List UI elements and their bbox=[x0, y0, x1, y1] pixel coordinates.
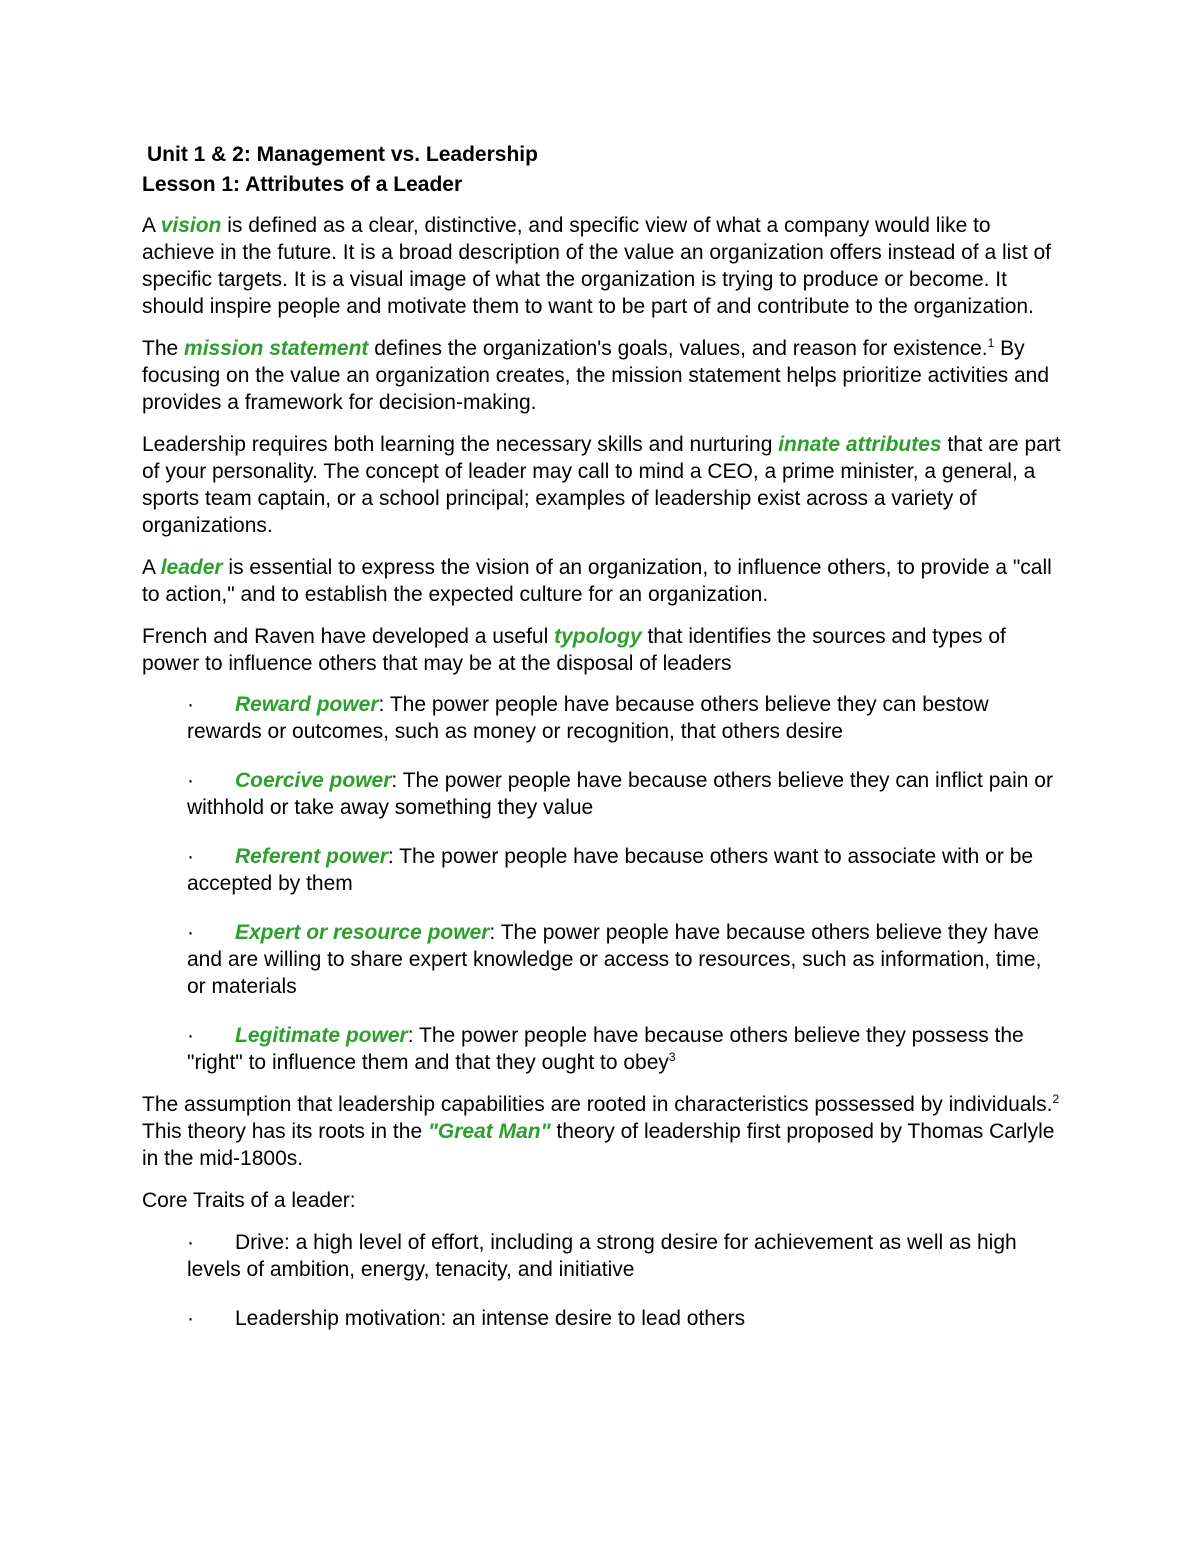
text: French and Raven have developed a useful bbox=[142, 625, 555, 648]
trait-drive: Drive: a high level of effort, including a strong desire for achievement as well as high levels of ambition, energy, tenacity, and initiative bbox=[187, 1231, 1017, 1281]
bullet-icon: · bbox=[187, 769, 194, 792]
text: is defined as a clear, distinctive, and specific view of what a company would like to achieve in the future. It is a broad description of the value an organization offers instead of a list of specific targets. It is a visual image of what the organization is trying to produce or become. It should inspire people and motivate them to want to be part of and contribute to the organization. bbox=[142, 214, 1051, 318]
text: A bbox=[142, 214, 161, 237]
list-item bbox=[187, 1305, 1062, 1332]
bullet-icon: · bbox=[187, 921, 194, 944]
text: : The power people have because others want to associate with or be accepted by them bbox=[187, 845, 1034, 895]
term-referent-power: Referent power bbox=[235, 845, 388, 868]
list-item bbox=[187, 919, 1062, 1000]
document-content bbox=[142, 140, 1062, 1347]
term-expert-power: Expert or resource power bbox=[235, 921, 490, 944]
text: defines the organization's goals, values, and reason for existence. bbox=[368, 337, 988, 360]
text: that are part of your personality. The concept of leader may call to mind a CEO, a prime minister, a general, a sports team captain, or a school principal; examples of leadership exist across a variety of organizations. bbox=[142, 433, 1061, 537]
text: theory of leadership first proposed by Thomas Carlyle in the mid-1800s. bbox=[142, 1120, 1055, 1170]
text: : The power people have because others believe they possess the "right" to influence them and that they ought to obey bbox=[187, 1024, 1024, 1074]
text: A bbox=[142, 556, 161, 579]
text: : The power people have because others believe they can bestow rewards or outcomes, such as money or recognition, that others desire bbox=[187, 693, 989, 743]
power-types-list bbox=[142, 691, 1062, 1076]
paragraph-mission-statement bbox=[142, 335, 1062, 416]
term-reward-power: Reward power bbox=[235, 693, 379, 716]
list-item bbox=[187, 767, 1062, 821]
term-leader: leader bbox=[160, 556, 223, 579]
bullet-icon: · bbox=[187, 1024, 194, 1047]
text: is essential to express the vision of an organization, to influence others, to provide a "call to action," and to establish the expected culture for an organization. bbox=[142, 556, 1052, 606]
footnote-ref: 2 bbox=[1052, 1092, 1060, 1106]
paragraph-innate-attributes bbox=[142, 431, 1062, 539]
unit-title: Unit 1 & 2: Management vs. Leadership bbox=[147, 143, 538, 166]
text: : The power people have because others believe they can inflict pain or withhold or take away something they value bbox=[187, 769, 1053, 819]
text: : The power people have because others believe they have and are willing to share expert knowledge or access to resources, such as information, time, or materials bbox=[187, 921, 1042, 998]
text: This theory has its roots in the bbox=[142, 1120, 428, 1143]
term-mission-statement: mission statement bbox=[184, 337, 369, 360]
term-legitimate-power: Legitimate power bbox=[235, 1024, 408, 1047]
core-traits-label: Core Traits of a leader: bbox=[142, 1189, 356, 1212]
text: The assumption that leadership capabilities are rooted in characteristics possessed by individuals. bbox=[142, 1093, 1053, 1116]
bullet-icon: · bbox=[187, 693, 194, 716]
text: The bbox=[142, 337, 185, 360]
paragraph-typology bbox=[142, 623, 1062, 677]
term-great-man: "Great Man" bbox=[427, 1120, 551, 1143]
text: that identifies the sources and types of power to influence others that may be at the disposal of leaders bbox=[142, 625, 1006, 675]
bullet-icon: · bbox=[187, 845, 194, 868]
list-item bbox=[187, 843, 1062, 897]
trait-leadership-motivation: Leadership motivation: an intense desire to lead others bbox=[235, 1307, 746, 1330]
term-typology: typology bbox=[554, 625, 642, 648]
bullet-icon: · bbox=[187, 1307, 194, 1330]
core-traits-list bbox=[142, 1229, 1062, 1332]
lesson-title: Lesson 1: Attributes of a Leader bbox=[142, 173, 463, 196]
list-item bbox=[187, 1022, 1062, 1076]
text: By focusing on the value an organization creates, the mission statement helps prioritize activities and provides a framework for decision-making. bbox=[142, 337, 1049, 414]
text: Leadership requires both learning the necessary skills and nurturing bbox=[142, 433, 779, 456]
bullet-icon: · bbox=[187, 1231, 194, 1254]
footnote-ref: 1 bbox=[987, 336, 995, 350]
footnote-ref: 3 bbox=[668, 1050, 676, 1064]
paragraph-leader bbox=[142, 554, 1062, 608]
term-coercive-power: Coercive power bbox=[235, 769, 392, 792]
paragraph-vision bbox=[142, 212, 1062, 320]
term-vision: vision bbox=[160, 214, 222, 237]
list-item bbox=[187, 1229, 1062, 1283]
list-item bbox=[187, 691, 1062, 745]
paragraph-great-man bbox=[142, 1091, 1062, 1172]
term-innate-attributes: innate attributes bbox=[778, 433, 942, 456]
